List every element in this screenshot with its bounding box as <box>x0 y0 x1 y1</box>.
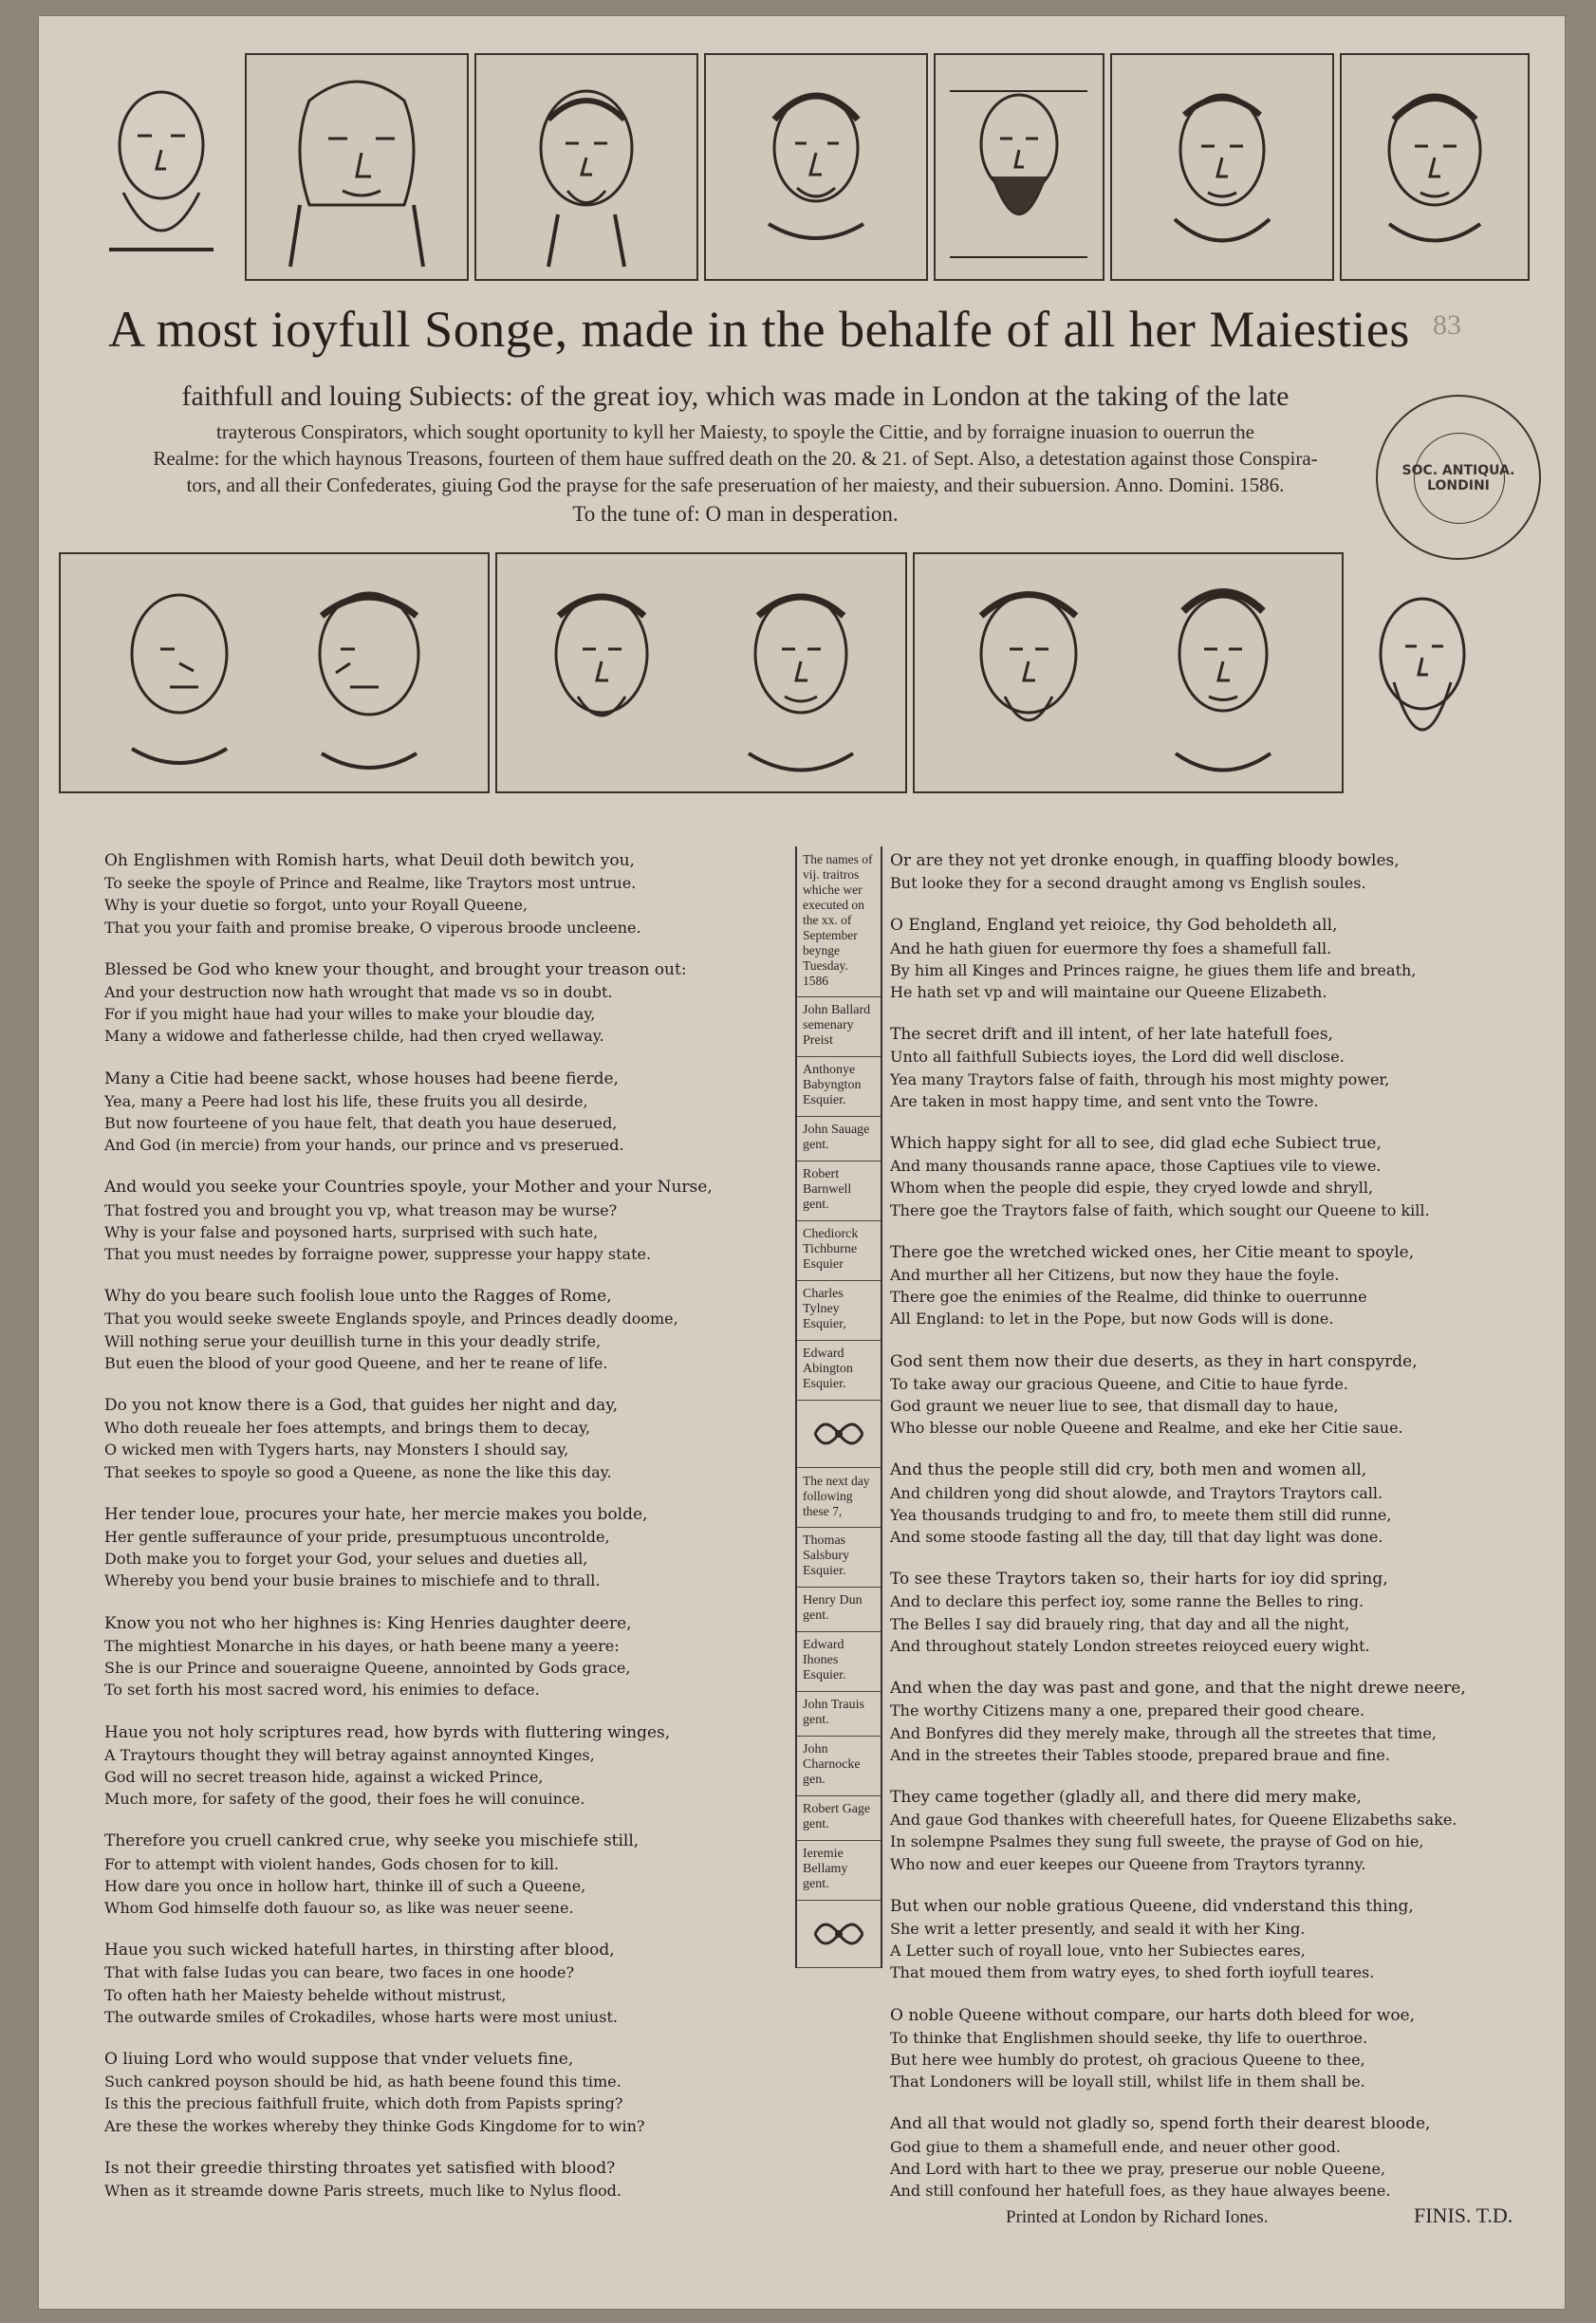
names-header: The names of vij. traitros whiche wer executed on the xx. of September beynge Tuesday. 1586 <box>797 846 881 997</box>
conspirator-name: Thomas Salsbury Esquier. <box>797 1528 881 1588</box>
verse-line: And he hath giuen for euermore thy foes a shamefull fall. <box>890 938 1332 957</box>
stanza <box>890 1787 1545 1875</box>
portrait-woodcut <box>934 53 1104 281</box>
stanza <box>890 1024 1545 1112</box>
verse-line: Yea thousands trudging to and fro, to meete them still did runne, <box>890 1505 1392 1524</box>
verse-line: Many a Citie had beene sackt, whose houses had beene fierde, <box>104 1069 619 1088</box>
verse-line: That seekes to spoyle so good a Queene, as none the like this day. <box>104 1462 612 1481</box>
verse-line: Which happy sight for all to see, did glad eche Subiect true, <box>890 1134 1382 1154</box>
top-portrait-row <box>84 53 1530 281</box>
stanza <box>104 1504 769 1592</box>
portrait-woodcut <box>1340 53 1530 281</box>
stanza <box>890 915 1545 1003</box>
portrait-woodcut <box>1349 552 1495 793</box>
conspirator-name: Chediorck Tichburne Esquier <box>797 1221 881 1281</box>
verse-line: God sent them now their due deserts, as they in hart conspyrde, <box>890 1351 1418 1371</box>
verse-line: He hath set vp and will maintaine our Queene Elizabeth. <box>890 983 1327 1002</box>
printer-imprint: Printed at London by Richard Iones. <box>1006 2207 1269 2227</box>
stanza <box>890 1242 1545 1330</box>
executed-names-column <box>795 846 882 1968</box>
verse-line: Who doth reueale her foes attempts, and brings them to decay, <box>104 1419 591 1438</box>
verse-line: To set forth his most sacred word, his enimies to deface. <box>104 1681 540 1700</box>
finis-mark: FINIS. T.D. <box>1414 2203 1513 2227</box>
stanza <box>890 1459 1545 1548</box>
broadside-sheet <box>38 15 1566 2310</box>
portrait-woodcut-pair <box>913 552 1344 793</box>
stanza <box>104 850 769 938</box>
stanza <box>104 1613 769 1701</box>
verse-line: O noble Queene without compare, our harts doth bleed for woe, <box>890 2005 1416 2025</box>
conspirator-name: Robert Barnwell gent. <box>797 1162 881 1221</box>
verse-line: Blessed be God who knew your thought, and brought your treason out: <box>104 959 687 979</box>
middle-portrait-row <box>59 552 1495 793</box>
verse-line: To take away our gracious Queene, and Citie to haue fyrde. <box>890 1374 1348 1393</box>
verse-line: To see these Traytors taken so, their harts for ioy did spring, <box>890 1570 1388 1589</box>
verse-line: That you would seeke sweete Englands spoyle, and Princes deadly doome, <box>104 1310 678 1329</box>
verse-line: For to attempt with violent handes, Gods chosen for to kill. <box>104 1854 560 1873</box>
verse-line: There goe the Traytors false of faith, which sought our Queene to kill. <box>890 1200 1430 1219</box>
verse-line: Unto all faithfull Subiects ioyes, the Lord did well disclose. <box>890 1048 1345 1067</box>
verse-line: Are these the workes whereby they thinke Gods Kingdome for to win? <box>104 2116 645 2135</box>
stanza <box>104 1940 769 2028</box>
verse-line: That with false Iudas you can beare, two faces in one hoode? <box>104 1963 575 1982</box>
conspirator-name: Henry Dun gent. <box>797 1588 881 1632</box>
verse-line: There goe the enimies of the Realme, did thinke to ouerrunne <box>890 1288 1367 1307</box>
verse-column-left <box>104 850 769 2222</box>
verse-line: They came together (gladly all, and there did mery make, <box>890 1787 1362 1807</box>
verse-line: But looke they for a second draught among vs English soules. <box>890 874 1366 893</box>
verse-line: That you must needes by forraigne power, suppresse your happy state. <box>104 1245 652 1264</box>
verse-line: But here wee humbly do protest, oh gracious Queene to thee, <box>890 2050 1365 2069</box>
conspirator-name: John Ballard semenary Preist <box>797 997 881 1057</box>
verse-line: How dare you once in hollow hart, thinke ill of such a Queene, <box>104 1876 586 1895</box>
verse-line: The secret drift and ill intent, of her late hatefull foes, <box>890 1025 1333 1045</box>
verse-line: And murther all her Citizens, but now they haue the foyle. <box>890 1266 1340 1285</box>
verse-line: And when the day was past and gone, and that the night drewe neere, <box>890 1679 1466 1699</box>
stamp-text: SOC. ANTIQUA. LONDINI <box>1401 463 1515 493</box>
tune-line: To the tune of: O man in desperation. <box>572 502 899 526</box>
verse-line: Yea, many a Peere had lost his life, these fruits you all desirde, <box>104 1091 588 1110</box>
stanza <box>104 959 769 1048</box>
names-group-first <box>797 997 881 1401</box>
names-header-second: The next day following these 7, <box>797 1468 881 1528</box>
stanza <box>104 2158 769 2202</box>
stanza <box>890 1896 1545 1984</box>
stanza <box>890 1678 1545 1766</box>
verse-line: O wicked men with Tygers harts, nay Monsters I should say, <box>104 1440 569 1459</box>
ornament-block <box>797 1401 881 1468</box>
stanza <box>890 1133 1545 1221</box>
verse-line: Is this the precious faithfull fruite, which doth from Papists spring? <box>104 2094 623 2113</box>
verse-line: Many a widowe and fatherlesse childe, had then cryed wellaway. <box>104 1027 604 1046</box>
portrait-woodcut <box>245 53 469 281</box>
verse-line: Her tender loue, procures your hate, her mercie makes you bolde, <box>104 1504 648 1524</box>
stanza <box>104 1831 769 1919</box>
library-stamp <box>1376 395 1541 560</box>
conspirator-name: Edward Abington Esquier. <box>797 1341 881 1401</box>
verse-line: Her gentle sufferaunce of your pride, presumptuous uncontrolde, <box>104 1528 610 1547</box>
verse-line: And many thousands ranne apace, those Captiues vile to viewe. <box>890 1157 1382 1176</box>
verse-line: To seeke the spoyle of Prince and Realme, like Traytors most untrue. <box>104 874 637 893</box>
stanza <box>890 1569 1545 1657</box>
verse-line: And gaue God thankes with cheerefull hates, for Queene Elizabeths sake. <box>890 1811 1457 1830</box>
verse-line: There goe the wretched wicked ones, her Citie meant to spoyle, <box>890 1242 1415 1262</box>
verse-line: And thus the people still did cry, both men and women all, <box>890 1460 1367 1480</box>
conspirator-name: Charles Tylney Esquier, <box>797 1281 881 1341</box>
verse-line: And some stoode fasting all the day, till that day light was done. <box>890 1528 1383 1547</box>
verse-line: A Letter such of royall loue, vnto her Subiectes eares, <box>890 1942 1306 1961</box>
verse-line: When as it streamde downe Paris streets, much like to Nylus flood. <box>104 2181 622 2200</box>
verse-line: Who now and euer keepes our Queene from Traytors tyranny. <box>890 1854 1366 1873</box>
verse-line: Haue you not holy scriptures read, how byrds with fluttering winges, <box>104 1722 671 1742</box>
subtitle-block <box>95 381 1376 527</box>
verse-line: By him all Kinges and Princes raigne, he giues them life and breath, <box>890 960 1417 979</box>
conspirator-name: John Sauage gent. <box>797 1117 881 1162</box>
verse-line: But now fourteene of you haue felt, that death you haue deserued, <box>104 1114 618 1133</box>
verse-line: Whereby you bend your busie braines to mischiefe and to thrall. <box>104 1571 601 1590</box>
verse-line: And still confound her hatefull foes, as they haue alwayes beene. <box>890 2181 1391 2200</box>
verse-line: God giue to them a shamefull ende, and neuer other good. <box>890 2137 1341 2156</box>
verse-line: God graunt we neuer liue to see, that dismall day to haue, <box>890 1397 1339 1416</box>
pencil-folio-mark: 83 <box>1433 309 1461 341</box>
conspirator-name: Anthonye Babyngton Esquier. <box>797 1057 881 1117</box>
verse-line: To thinke that Englishmen should seeke, thy life to ouerthroe. <box>890 2028 1368 2047</box>
portrait-woodcut <box>84 53 239 275</box>
verse-line: All England: to let in the Pope, but now Gods will is done. <box>890 1310 1334 1329</box>
conspirator-name: Robert Gage gent. <box>797 1796 881 1841</box>
verse-line: Do you not know there is a God, that guides her night and day, <box>104 1396 618 1416</box>
verse-line: To often hath her Maiesty behelde without mistrust, <box>104 1985 507 2004</box>
subtitle-line: faithfull and louing Subiects: of the great ioy, which was made in London at the taking of the late <box>181 381 1290 412</box>
stanza <box>104 1177 769 1265</box>
verse-line: And Bonfyres did they merely make, through all the streetes that time, <box>890 1723 1437 1742</box>
verse-line: Such cankred poyson should be hid, as hath beene found this time. <box>104 2072 622 2091</box>
ornament-block <box>797 1901 881 1968</box>
verse-line: Haue you such wicked hatefull hartes, in thirsting after blood, <box>104 1941 615 1961</box>
portrait-woodcut <box>1110 53 1334 281</box>
stanza <box>104 1286 769 1374</box>
verse-line: For if you might haue had your willes to make your bloudie day, <box>104 1005 596 1024</box>
verse-line: A Traytours thought they will betray against annoynted Kinges, <box>104 1745 595 1764</box>
conspirator-name: Edward Ihones Esquier. <box>797 1632 881 1692</box>
verse-line: In solempne Psalmes they sung full sweete, the prayse of God on hie, <box>890 1832 1424 1851</box>
verse-line: Doth make you to forget your God, your selues and dueties all, <box>104 1550 588 1569</box>
verse-line: Is not their greedie thirsting throates yet satisfied with blood? <box>104 2158 616 2178</box>
verse-line: O England, England yet reioice, thy God beholdeth all, <box>890 916 1338 936</box>
verse-line: O liuing Lord who would suppose that vnder veluets fine, <box>104 2049 574 2069</box>
verse-line: And in the streetes their Tables stoode, prepared braue and fine. <box>890 1745 1390 1764</box>
names-group-second <box>797 1528 881 1901</box>
verse-line: That fostred you and brought you vp, what treason may be wurse? <box>104 1200 618 1219</box>
verse-line: That Londoners will be loyall still, whilst life in them shall be. <box>890 2072 1365 2091</box>
stanza <box>890 2113 1545 2202</box>
verse-line: Why do you beare such foolish loue unto the Ragges of Rome, <box>104 1287 612 1307</box>
verse-line: Oh Englishmen with Romish harts, what Deuil doth bewitch you, <box>104 851 635 870</box>
verse-line: The Belles I say did brauely ring, that day and all the night, <box>890 1614 1350 1633</box>
verse-line: Yea many Traytors false of faith, through his most mighty power, <box>890 1069 1390 1088</box>
verse-line: And Lord with hart to thee we pray, preserue our noble Queene, <box>890 2159 1386 2178</box>
verse-line: God will no secret treason hide, against a wicked Prince, <box>104 1767 544 1786</box>
verse-line: Are taken in most happy time, and sent vnto the Towre. <box>890 1091 1319 1110</box>
subtitle-line: tors, and all their Confederates, giuing God the prayse for the safe preseruation of her maiesty, and their subuersion. Anno. Domini. 1586. <box>186 474 1285 496</box>
verse-line: Will nothing serue your deuillish turne in this your deadly strife, <box>104 1331 602 1350</box>
verse-line: Why is your duetie so forgot, unto your Royall Queene, <box>104 896 528 915</box>
verse-line: Who blesse our noble Queene and Realme, and eke her Citie saue. <box>890 1419 1403 1438</box>
subtitle-line: trayterous Conspirators, which sought oportunity to kyll her Maiesty, to spoyle the Cittie, and by forraigne inuasion to ouerrun the <box>216 420 1254 443</box>
verse-line: She writ a letter presently, and seald it with her King. <box>890 1919 1306 1938</box>
verse-line: The worthy Citizens many a one, prepared their good cheare. <box>890 1701 1365 1720</box>
verse-line: And children yong did shout alowde, and Traytors Traytors call. <box>890 1483 1383 1502</box>
conspirator-name: John Trauis gent. <box>797 1692 881 1737</box>
stanza <box>890 850 1545 894</box>
verse-line: The mightiest Monarche in his dayes, or hath beene many a yeere: <box>104 1636 620 1655</box>
verse-line: Much more, for safety of the good, their foes he will conuince. <box>104 1790 585 1809</box>
verse-line: Or are they not yet dronke enough, in quaffing bloody bowles, <box>890 851 1400 870</box>
verse-line: And your destruction now hath wrought that made vs so in doubt. <box>104 983 613 1002</box>
portrait-woodcut <box>704 53 928 281</box>
verse-line: That moued them from watry eyes, to shed forth ioyfull teares. <box>890 1963 1375 1982</box>
verse-line: And all that would not gladly so, spend forth their dearest bloode, <box>890 2114 1431 2134</box>
page-title: A most ioyfull Songe, made in the behalfe of all her Maiesties <box>108 301 1410 358</box>
verse-column-right <box>890 850 1545 2222</box>
stanza <box>890 1351 1545 1440</box>
verse-line: But when our noble gratious Queene, did vnderstand this thing, <box>890 1896 1414 1916</box>
stanza <box>104 1722 769 1811</box>
verse-line: The outwarde smiles of Crokadiles, whose harts were most uniust. <box>104 2007 618 2026</box>
verse-line: And would you seeke your Countries spoyle, your Mother and your Nurse, <box>104 1178 713 1198</box>
verse-line: And throughout stately London streetes reioyced euery wight. <box>890 1636 1370 1655</box>
stanza <box>104 2049 769 2137</box>
verse-line: But euen the blood of your good Queene, and her te reane of life. <box>104 1353 608 1372</box>
verse-line: Therefore you cruell cankred crue, why seeke you mischiefe still, <box>104 1831 640 1851</box>
verse-line: And God (in mercie) from your hands, our prince and vs preserued. <box>104 1136 624 1155</box>
verse-line: Why is your false and poysoned harts, surprised with such hate, <box>104 1222 599 1241</box>
conspirator-name: John Charnocke gen. <box>797 1737 881 1796</box>
portrait-woodcut <box>474 53 698 281</box>
verse-line: That you your faith and promise breake, O viperous broode uncleene. <box>104 918 641 937</box>
verse-line: Know you not who her highnes is: King Henries daughter deere, <box>104 1613 632 1633</box>
stanza <box>890 2005 1545 2093</box>
portrait-woodcut-pair <box>495 552 907 793</box>
stanza <box>104 1395 769 1483</box>
conspirator-name: Ieremie Bellamy gent. <box>797 1841 881 1901</box>
verse-line: Whom when the people did espie, they cryed lowde and shryll, <box>890 1179 1374 1198</box>
subtitle-line: Realme: for the which haynous Treasons, fourteen of them haue suffred death on the 20. & 21. of Sept. Also, a detestation against those Conspira- <box>153 447 1318 470</box>
verse-line: And to declare this perfect ioy, some ranne the Belles to ring. <box>890 1592 1364 1611</box>
portrait-woodcut-pair <box>59 552 490 793</box>
stanza <box>104 1069 769 1157</box>
verse-line: She is our Prince and soueraigne Queene, annointed by Gods grace, <box>104 1659 631 1678</box>
verse-line: Whom God himselfe doth fauour so, as like was neuer seene. <box>104 1898 574 1917</box>
